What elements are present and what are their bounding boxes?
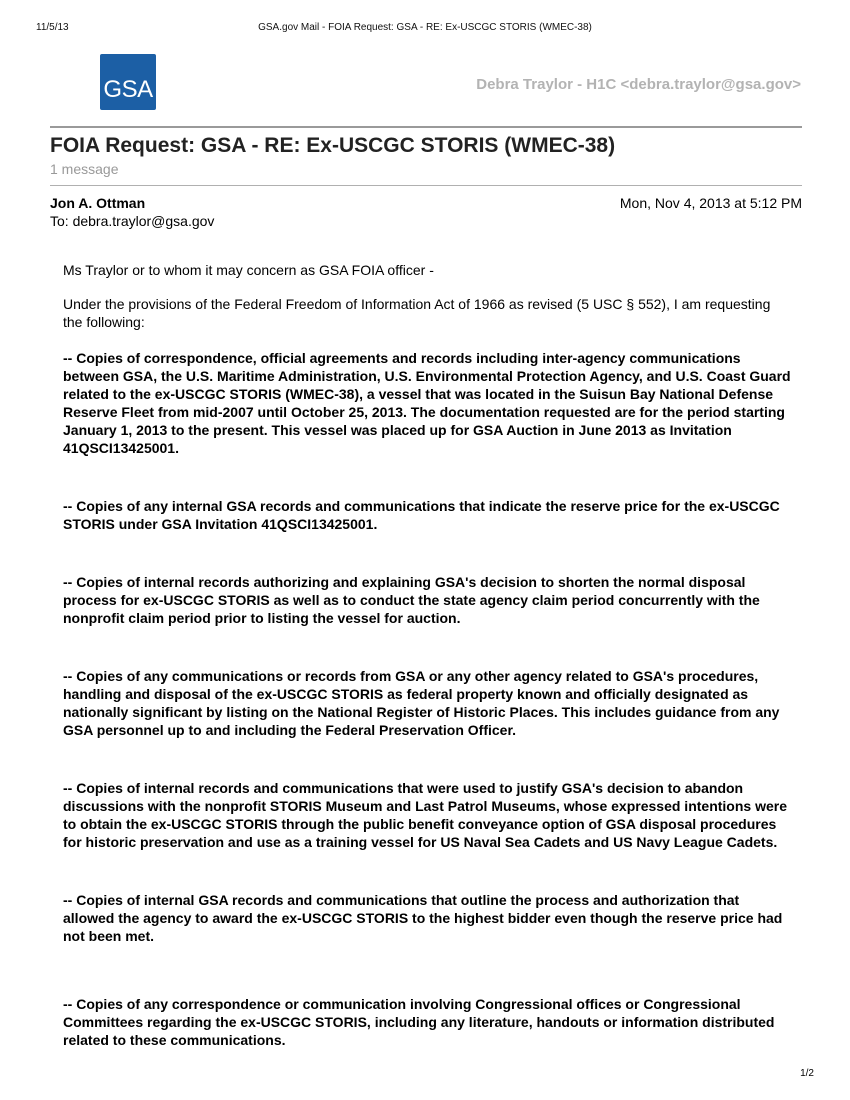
request-item: -- Copies of any correspondence or communication involving Congressional offices or Congressional Committees regarding the ex-USCGC STORIS, including any literature, handouts or information distributed related to these communications. — [63, 996, 775, 1048]
sender-name[interactable]: Jon A. Ottman — [50, 195, 146, 211]
request-item: -- Copies of any communications or records from GSA or any other agency related to GSA's procedures, handling and disposal of the ex-USCGC STORIS as federal property known and officially designated as nationally significant by listing on the National Register of Historic Places. This includes guidance from any GSA personnel up to and including the Federal Preservation Officer. — [63, 668, 780, 738]
request-item: -- Copies of internal GSA records and communications that outline the process and authorization that allowed the agency to award the ex-USCGC STORIS to the highest bidder even though the reserve price had not been met. — [63, 892, 783, 944]
gsa-logo-text: GSA — [103, 76, 153, 103]
message-timestamp: Mon, Nov 4, 2013 at 5:12 PM — [619, 195, 802, 211]
recipient-line: To: debra.traylor@gsa.gov — [50, 213, 215, 229]
request-item: -- Copies of any internal GSA records and communications that indicate the reserve price for the ex-USCGC STORIS under GSA Invitation 41QSCI13425001. — [63, 498, 780, 532]
print-title: GSA.gov Mail - FOIA Request: GSA - RE: Ex-USCGC STORIS (WMEC-38) — [258, 22, 592, 33]
print-header — [0, 22, 850, 36]
request-item: -- Copies of internal records and communications that were used to justify GSA's decision to abandon discussions with the nonprofit STORIS Museum and Last Patrol Museums, whose expressed intentions were to obtain the ex-USCGC STORIS through the public benefit conveyance option of GSA disposal procedures for historic preservation and use as a training vessel for US Naval Sea Cadets and US Navy League Cadets. — [63, 780, 787, 850]
thread-subject: FOIA Request: GSA - RE: Ex-USCGC STORIS (WMEC-38) — [50, 134, 616, 157]
request-item: -- Copies of correspondence, official agreements and records including inter-agency communications between GSA, the U.S. Maritime Administration, U.S. Environmental Protection Agency, and U.S. Coast Guard related to the ex-USCGC STORIS (WMEC-38), a vessel that was located in the Suisun Bay National Defense Reserve Fleet from mid-2007 until October 25, 2013. The documentation requested are for the period starting January 1, 2013 to the present. This vessel was placed up for GSA Auction in June 2013 as Invitation 41QSCI13425001. — [63, 350, 791, 456]
header-divider — [50, 126, 802, 128]
request-item: -- Copies of internal records authorizing and explaining GSA's decision to shorten the normal disposal process for ex-USCGC STORIS as well as to conduct the state agency claim period concurrently with the nonprofit claim period prior to listing the vessel for auction. — [63, 574, 760, 626]
gsa-logo[interactable] — [100, 54, 156, 110]
print-date: 11/5/13 — [36, 22, 69, 33]
account-label: Debra Traylor - H1C <debra.traylor@gsa.gov> — [476, 76, 801, 93]
message-body — [63, 261, 793, 1049]
message-count: 1 message — [50, 161, 119, 177]
greeting: Ms Traylor or to whom it may concern as GSA FOIA officer - — [63, 262, 434, 278]
page-number: 1/2 — [800, 1068, 814, 1079]
intro-paragraph: Under the provisions of the Federal Freedom of Information Act of 1966 as revised (5 USC § 552), I am requesting the following: — [63, 296, 771, 330]
thread-divider — [50, 185, 802, 186]
